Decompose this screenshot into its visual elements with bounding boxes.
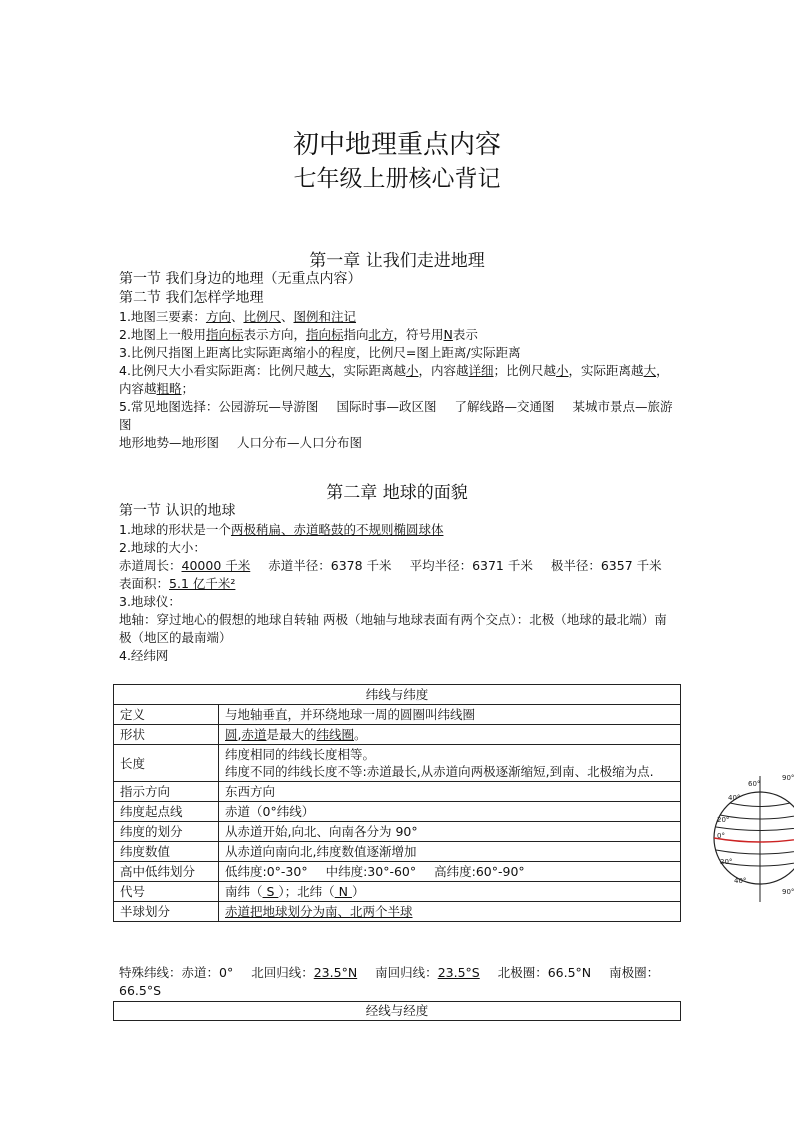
text: 低纬度:0°-30° <box>225 864 308 879</box>
chapter-2-title: 第二章 地球的面貌 <box>326 483 468 503</box>
row-value: 赤道把地球划分为南、北两个半球 <box>219 902 681 922</box>
row-value: 从赤道开始,向北、向南各分为 90° <box>219 822 681 842</box>
text: 人口分布—人口分布图 <box>237 435 363 450</box>
globe-label: 20° <box>720 858 733 866</box>
row-key: 半球划分 <box>114 902 219 922</box>
table-row <box>114 902 681 922</box>
row-key: 定义 <box>114 705 219 725</box>
term-scale: 比例尺 <box>243 309 281 324</box>
term-north: 北方 <box>368 327 394 342</box>
text: ，实际距离越 <box>330 363 406 378</box>
table-row <box>114 705 681 725</box>
earth-shape-line <box>119 521 679 539</box>
text: ，实际距离越 <box>568 363 644 378</box>
text: , <box>237 727 242 742</box>
text: 中纬度:30°-60° <box>325 864 417 879</box>
text: 赤道半径：6378 千米 <box>268 558 392 573</box>
latitude-line <box>720 815 794 819</box>
scale-definition-line: 3.比例尺指图上距离比实际距离缩小的程度，比例尺=图上距离/实际距离 <box>119 345 521 360</box>
text: 了解线路—交通图 <box>454 399 555 414</box>
special-latitudes <box>119 964 679 1000</box>
row-value: 东西方向 <box>219 782 681 802</box>
term: 详细 <box>468 363 494 378</box>
table-row <box>114 745 681 782</box>
term: 粗略 <box>156 381 182 396</box>
chapter-1-title: 第一章 让我们走进地理 <box>309 251 485 271</box>
table-row <box>114 862 681 882</box>
globe-label: 60° <box>748 780 761 788</box>
text: ；比例尺越 <box>493 363 557 378</box>
chapter-2-body <box>119 502 679 665</box>
text: 特殊纬线：赤道：0° <box>119 965 234 980</box>
text: 纬度相同的纬线长度相等。 <box>225 747 376 762</box>
term-legend: 图例和注记 <box>293 309 357 324</box>
text: ； <box>181 381 195 396</box>
text: 国际时事—政区图 <box>336 399 437 414</box>
text: 1.地球的形状是一个 <box>119 522 231 537</box>
map-direction-line <box>119 326 679 344</box>
row-value: 从赤道向南向北,纬度数值逐渐增加 <box>219 842 681 862</box>
table-row <box>114 882 681 902</box>
latitude-table <box>113 684 681 922</box>
term-earth-shape: 两极稍扁、赤道略鼓的不规则椭圆球体 <box>230 522 444 537</box>
globe-label: 0° <box>717 832 725 840</box>
term-north-arrow: 指向标 <box>305 327 344 342</box>
latitude-table-header: 纬线与纬度 <box>114 685 681 705</box>
text: 指向 <box>343 327 369 342</box>
text: 北极圈：66.5°N <box>497 965 592 980</box>
text: 某城市景点—旅游图 <box>119 399 673 432</box>
map-elements-line <box>119 308 679 326</box>
term: 赤道 <box>241 727 267 742</box>
text: 赤道周长： <box>119 558 182 573</box>
text: 。 <box>354 727 367 742</box>
text: ）；北纬（ <box>278 884 335 899</box>
text: 5.常见地图选择：公园游玩—导游图 <box>119 399 319 414</box>
term-circumference: 40000 千米 <box>181 558 251 573</box>
text: 表示 <box>452 327 478 342</box>
globe-label: 20° <box>717 816 730 824</box>
text: ，内容越 <box>119 363 669 396</box>
text: 1.地图三要素： <box>119 309 206 324</box>
text: 极半径：6357 千米 <box>550 558 662 573</box>
row-value: 与地轴垂直，并环绕地球一周的圆圈叫纬线圈 <box>219 705 681 725</box>
text: 高纬度:60°-90° <box>434 864 525 879</box>
table-row <box>114 782 681 802</box>
text: 地形地势—地形图 <box>119 435 220 450</box>
text: 表示方向， <box>243 327 306 342</box>
text: ，内容越 <box>418 363 469 378</box>
term: 23.5°N <box>313 965 358 980</box>
text: 4.比例尺大小看实际距离：比例尺越 <box>119 363 319 378</box>
globe-latitude-diagram <box>712 770 794 910</box>
term: 23.5°S <box>437 965 480 980</box>
table-row <box>114 802 681 822</box>
row-key: 代号 <box>114 882 219 902</box>
term: N <box>334 884 352 899</box>
text: 纬度不同的纬线长度不等:赤道最长,从赤道向两极逐渐缩短,到南、北极缩为点. <box>225 764 654 779</box>
document-title: 初中地理重点内容 <box>292 130 501 160</box>
text: 南极圈：66.5°S <box>119 965 660 998</box>
term: S <box>262 884 279 899</box>
term-direction: 方向 <box>205 309 231 324</box>
term: 大 <box>643 363 657 378</box>
table-row <box>114 725 681 745</box>
section-1-2-heading: 第二节 我们怎样学地理 <box>119 290 264 306</box>
text: 表面积： <box>119 576 170 591</box>
latitude-line <box>716 850 794 854</box>
chapter-1-body <box>119 270 679 452</box>
section-2-1-heading: 第一节 认识的地球 <box>119 503 236 519</box>
document-subtitle: 七年级上册核心背记 <box>293 166 501 192</box>
text: 2.地图上一般用 <box>119 327 206 342</box>
map-choice-line <box>119 398 679 434</box>
text: ） <box>351 884 365 899</box>
globe-heading: 3.地球仪： <box>119 594 181 609</box>
globe-label: 40° <box>734 877 747 885</box>
text: 南回归线： <box>375 965 438 980</box>
globe-outline <box>714 792 794 884</box>
term-n: N <box>443 327 453 342</box>
graticule-heading: 4.经纬网 <box>119 648 169 663</box>
row-key: 纬度起点线 <box>114 802 219 822</box>
longitude-table-header: 经线与经度 <box>113 1001 681 1021</box>
text: 北回归线： <box>251 965 314 980</box>
earth-size-heading: 2.地球的大小： <box>119 540 206 555</box>
row-key: 长度 <box>114 745 219 782</box>
term-surface-area: 5.1 亿千米² <box>169 576 236 591</box>
table-row <box>114 822 681 842</box>
row-key: 高中低纬划分 <box>114 862 219 882</box>
map-choice-line-2 <box>119 434 679 452</box>
row-value <box>219 862 681 882</box>
text: 平均半径：6371 千米 <box>409 558 533 573</box>
text: 南纬（ <box>225 884 263 899</box>
section-1-1-heading: 第一节 我们身边的地理（无重点内容） <box>119 271 362 287</box>
row-value <box>219 725 681 745</box>
row-value <box>219 882 681 902</box>
earth-area-line <box>119 575 679 593</box>
term: 大 <box>318 363 331 378</box>
row-value <box>219 745 681 782</box>
text: 是最大的 <box>266 727 317 742</box>
term: 圆 <box>225 727 238 742</box>
equator-line <box>714 838 794 842</box>
text: 、 <box>280 309 294 324</box>
row-value: 赤道（0°纬线） <box>219 802 681 822</box>
globe-label: 90° <box>782 888 794 896</box>
globe-label: 90° <box>782 774 794 782</box>
scale-size-line <box>119 362 679 398</box>
latitude-line <box>716 827 794 831</box>
row-key: 形状 <box>114 725 219 745</box>
table-row <box>114 842 681 862</box>
globe-label: 40° <box>728 794 741 802</box>
row-key: 纬度的划分 <box>114 822 219 842</box>
term: 纬线圈 <box>316 727 355 742</box>
table-row <box>114 685 681 705</box>
term: 小 <box>405 363 419 378</box>
text: 、 <box>230 309 244 324</box>
text: ，符号用 <box>393 327 444 342</box>
axis-line: 地轴：穿过地心的假想的地球自转轴 两极（地轴与地球表面有两个交点）：北极（地球的最北端）南极（地区的最南端） <box>119 612 667 645</box>
row-key: 纬度数值 <box>114 842 219 862</box>
term: 小 <box>556 363 569 378</box>
row-key: 指示方向 <box>114 782 219 802</box>
earth-size-line <box>119 557 679 575</box>
term-north-arrow: 指向标 <box>205 327 244 342</box>
